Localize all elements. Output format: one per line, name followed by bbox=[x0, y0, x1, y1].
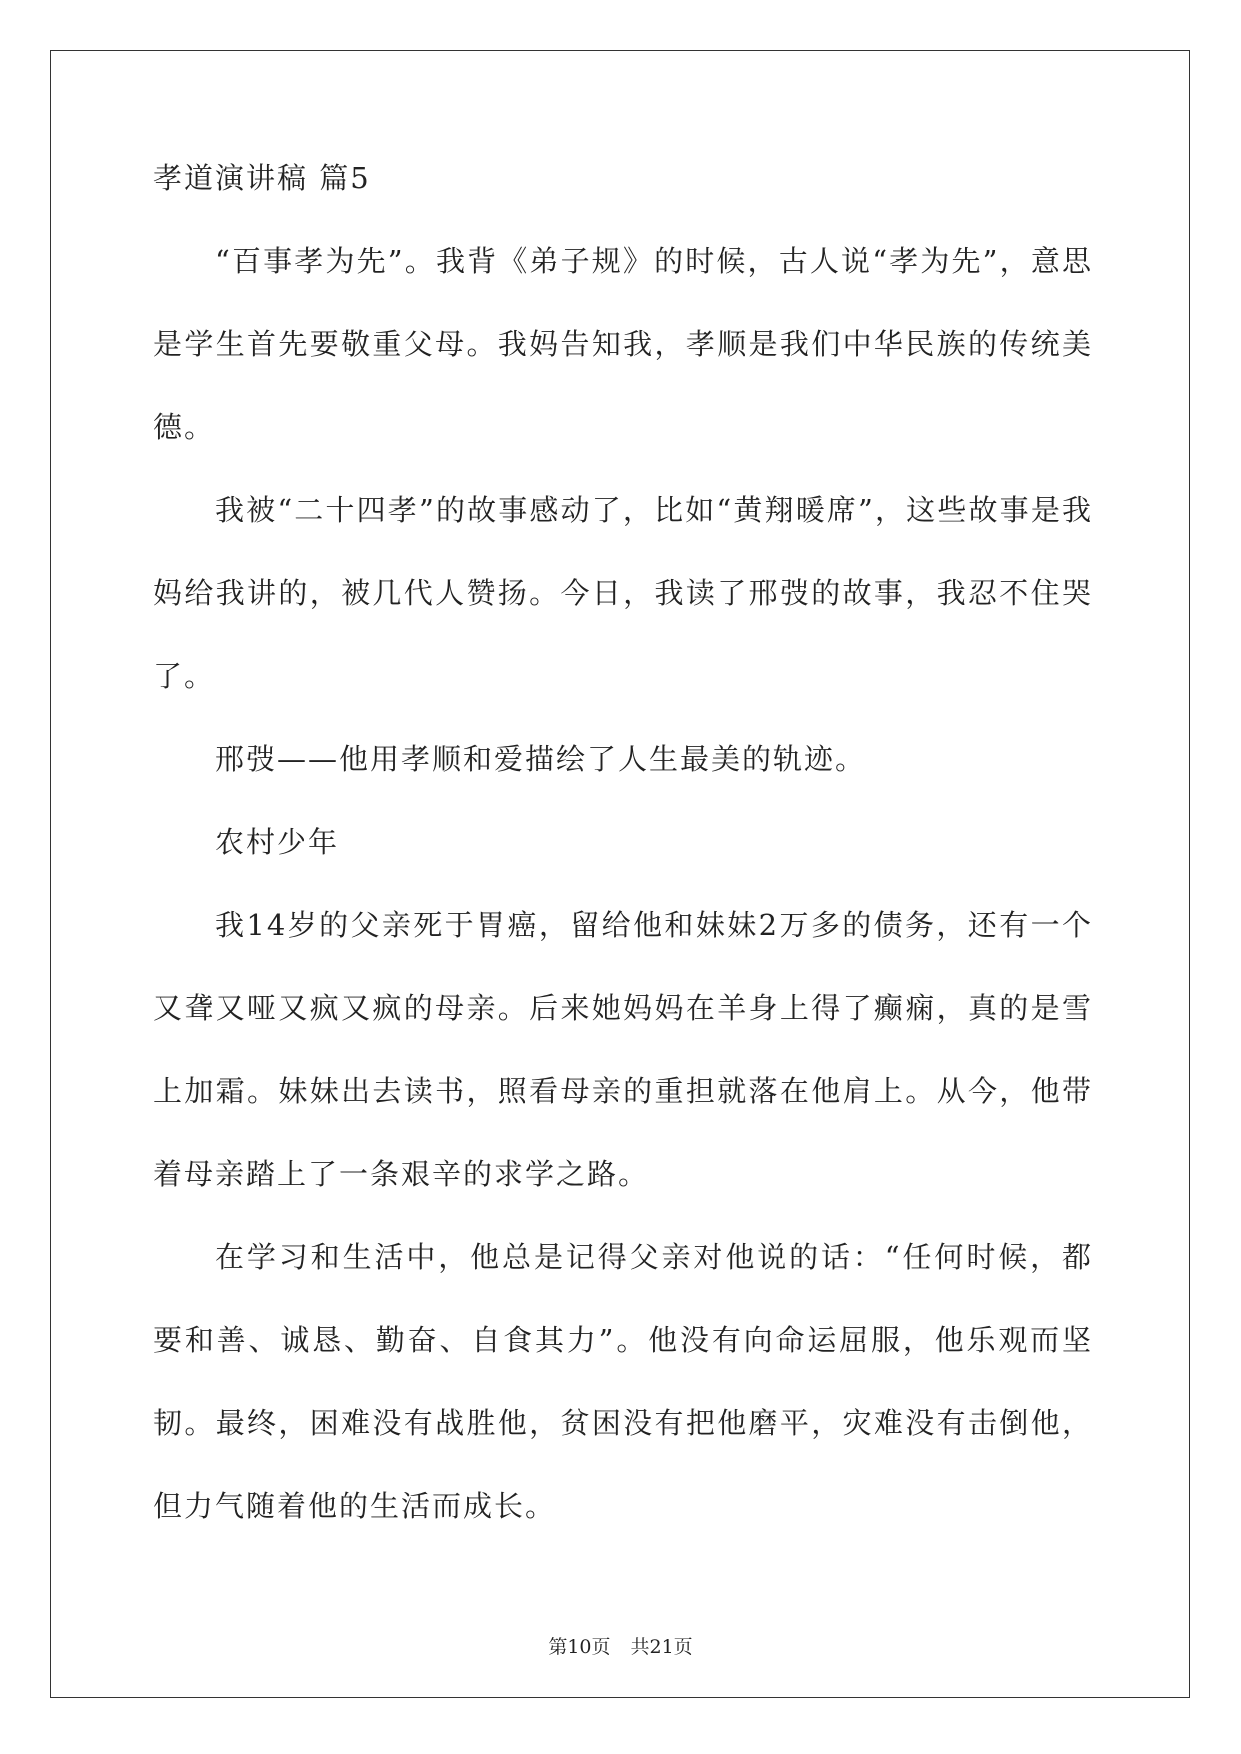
paragraph-4: 我14岁的父亲死于胃癌，留给他和妹妹2万多的债务，还有一个又聋又哑又疯又疯的母亲。后来她妈妈在羊身上得了癫痫，真的是雪上加霜。妹妹出去读书，照看母亲的重担就落在他肩上。从今，他带着母亲踏上了一条艰辛的求学之路。 bbox=[153, 908, 1093, 1191]
page-total: 共21页 bbox=[630, 1636, 693, 1658]
document-title: 孝道演讲稿 篇5 bbox=[153, 161, 371, 195]
page-footer bbox=[0, 1632, 1241, 1659]
paragraph-3: 邢弢——他用孝顺和爱描绘了人生最美的轨迹。 bbox=[215, 742, 867, 776]
document-body bbox=[153, 158, 1093, 1548]
page-number: 第10页 bbox=[548, 1636, 611, 1658]
paragraph-1: “百事孝为先”。我背《弟子规》的时候，古人说“孝为先”，意思是学生首先要敬重父母。我妈告知我，孝顺是我们中华民族的传统美德。 bbox=[153, 244, 1093, 444]
paragraph-5: 在学习和生活中，他总是记得父亲对他说的话：“任何时候，都要和善、诚恳、勤奋、自食其力”。他没有向命运屈服，他乐观而坚韧。最终，困难没有战胜他，贫困没有把他磨平，灾难没有击倒他，但力气随着他的生活而成长。 bbox=[153, 1240, 1093, 1523]
section-heading: 农村少年 bbox=[215, 825, 340, 859]
paragraph-2: 我被“二十四孝”的故事感动了，比如“黄翔暖席”，这些故事是我妈给我讲的，被几代人赞扬。今日，我读了邢弢的故事，我忍不住哭了。 bbox=[153, 493, 1093, 693]
